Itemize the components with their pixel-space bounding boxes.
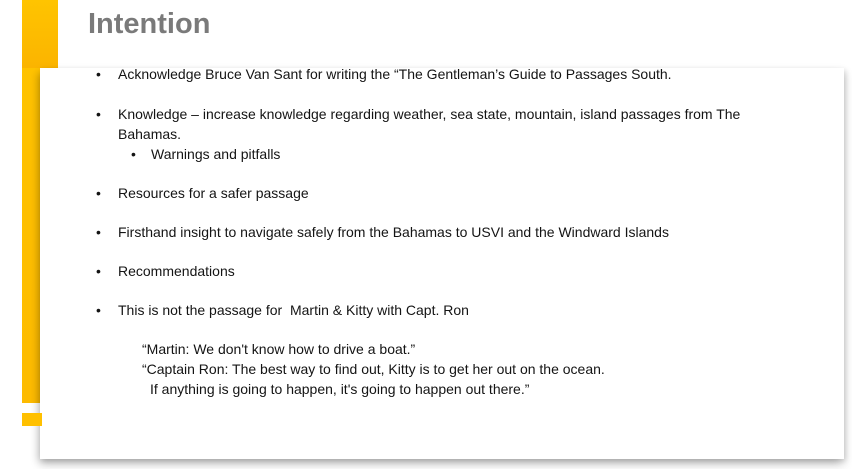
sub-bullet-item — [40, 144, 844, 164]
bullet-item — [40, 222, 844, 242]
bullet-item — [40, 183, 844, 203]
bullet-text: Recommendations — [118, 263, 235, 279]
bullet-item — [40, 104, 844, 164]
accent-bar-square — [22, 413, 42, 426]
bullet-dot-icon: • — [96, 224, 101, 240]
quote-line: If anything is going to happen, it's going to happen out there.” — [150, 381, 530, 397]
sub-bullet-text: Warnings and pitfalls — [151, 146, 281, 162]
bullet-dot-icon: • — [96, 185, 101, 201]
content-panel — [40, 68, 844, 459]
bullet-dot-icon: • — [96, 68, 101, 82]
bullet-dot-icon: • — [96, 106, 101, 122]
bullet-dot-icon: • — [96, 302, 101, 318]
bullet-item — [40, 300, 844, 320]
bullet-item — [40, 261, 844, 281]
slide-title: Intention — [88, 8, 211, 40]
bullet-item — [40, 68, 844, 84]
bullet-text: This is not the passage for Martin & Kitty with Capt. Ron — [118, 302, 469, 318]
quote-line: “Martin: We don't know how to drive a boat.” — [142, 341, 416, 357]
bullet-text: Firsthand insight to navigate safely from the Bahamas to USVI and the Windward Islands — [118, 224, 669, 240]
quote-block — [142, 339, 844, 399]
bullet-text: Acknowledge Bruce Van Sant for writing the “The Gentleman’s Guide to Passages South. — [118, 68, 672, 82]
bullet-dot-icon: • — [96, 263, 101, 279]
bullet-list — [40, 68, 844, 399]
quote-line: “Captain Ron: The best way to find out, Kitty is to get her out on the ocean. — [142, 361, 605, 377]
accent-bar-wide — [22, 0, 58, 68]
bullet-dot-icon: • — [131, 146, 136, 162]
bullet-text: Knowledge – increase knowledge regarding weather, sea state, mountain, island passages from The Bahamas. — [118, 106, 745, 142]
bullet-text: Resources for a safer passage — [118, 185, 309, 201]
